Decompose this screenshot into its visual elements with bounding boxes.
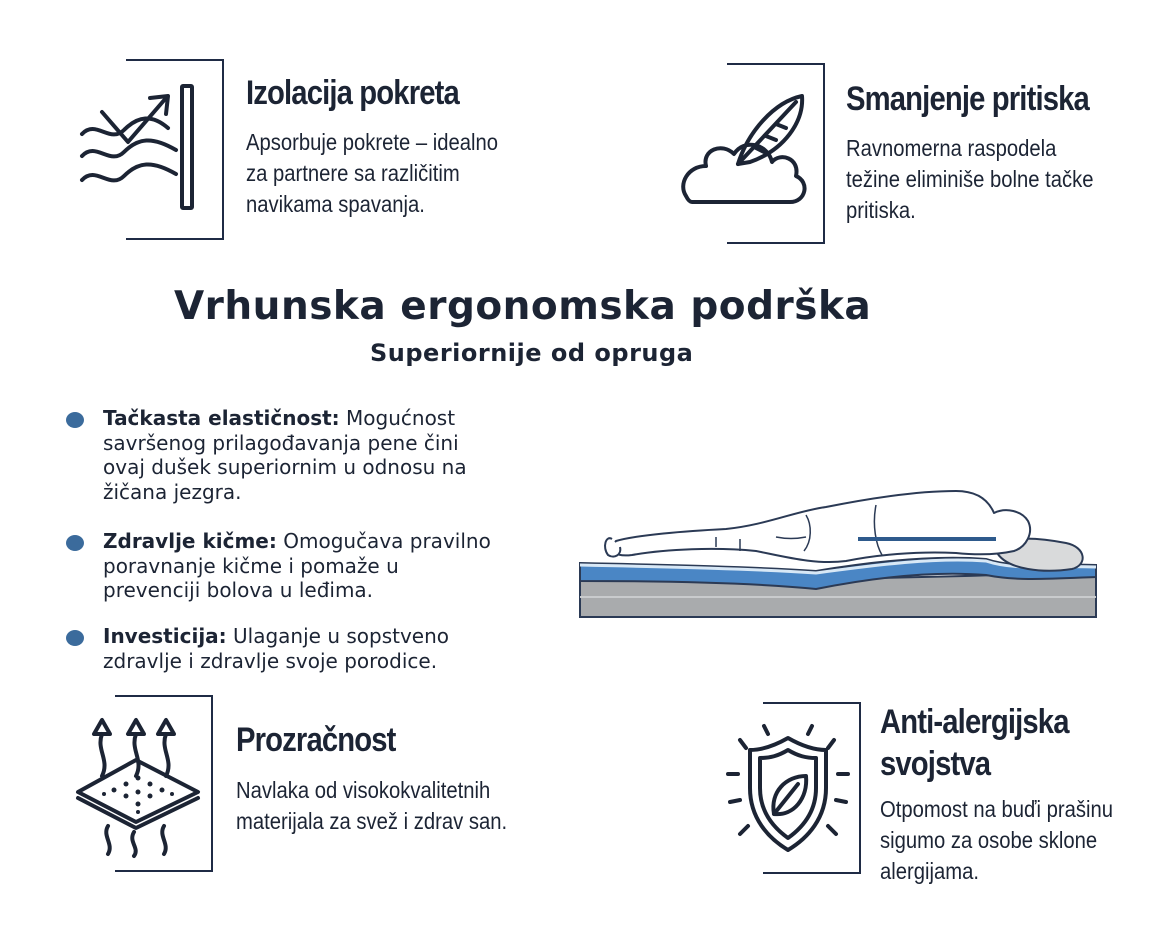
shield-leaf-icon bbox=[724, 722, 854, 862]
waves-arrow-icon bbox=[76, 84, 196, 214]
bullet-dot bbox=[66, 630, 84, 646]
bullet-text: Investicija: Ulaganje u sopstveno zdravlje i zdravlje svoje porodice. bbox=[103, 624, 450, 673]
cloud-feather-icon bbox=[678, 92, 810, 208]
breathability-desc: Navlaka od visokokvalitetnih materijala za svež i zdrav san. bbox=[236, 777, 508, 834]
airflow-layer-icon bbox=[74, 716, 204, 856]
bullet-text: Zdravlje kičme: Omogučava pravilno poravnanje kičme i pomaže u prevenciji bolova u leđima. bbox=[103, 529, 491, 602]
motion-isolation-desc: Apsorbuje pokrete – idealno za partnere sa različitim navikama spavanja. bbox=[246, 129, 499, 217]
bullet-dot bbox=[66, 535, 84, 551]
pressure-relief-desc: Ravnomerna raspodela težine eliminiše bolne tačke pritiska. bbox=[846, 135, 1094, 223]
person-on-mattress-illustration bbox=[576, 485, 1100, 625]
breathability-title: Prozračnost bbox=[236, 721, 396, 759]
person-body bbox=[612, 491, 1030, 562]
bullet-dot bbox=[66, 412, 84, 428]
main-title: Vrhunska ergonomska podrška bbox=[174, 284, 872, 329]
anti-allergy-title: Anti-alergijska svojstva bbox=[880, 703, 1069, 783]
anti-allergy-desc: Otpomost na buďi prašinu sigumo za osobe sklone alergijama. bbox=[880, 796, 1113, 884]
bullet-text: Tačkasta elastičnost: Mogućnost savršenog prilagođavanja pene čini ovaj dušek superiornim u odnosu na žičana jezgra. bbox=[103, 406, 467, 504]
subtitle: Superiornije od opruga bbox=[370, 339, 694, 367]
motion-isolation-title: Izolacija pokreta bbox=[246, 74, 459, 112]
pressure-relief-title: Smanjenje pritiska bbox=[846, 80, 1089, 118]
